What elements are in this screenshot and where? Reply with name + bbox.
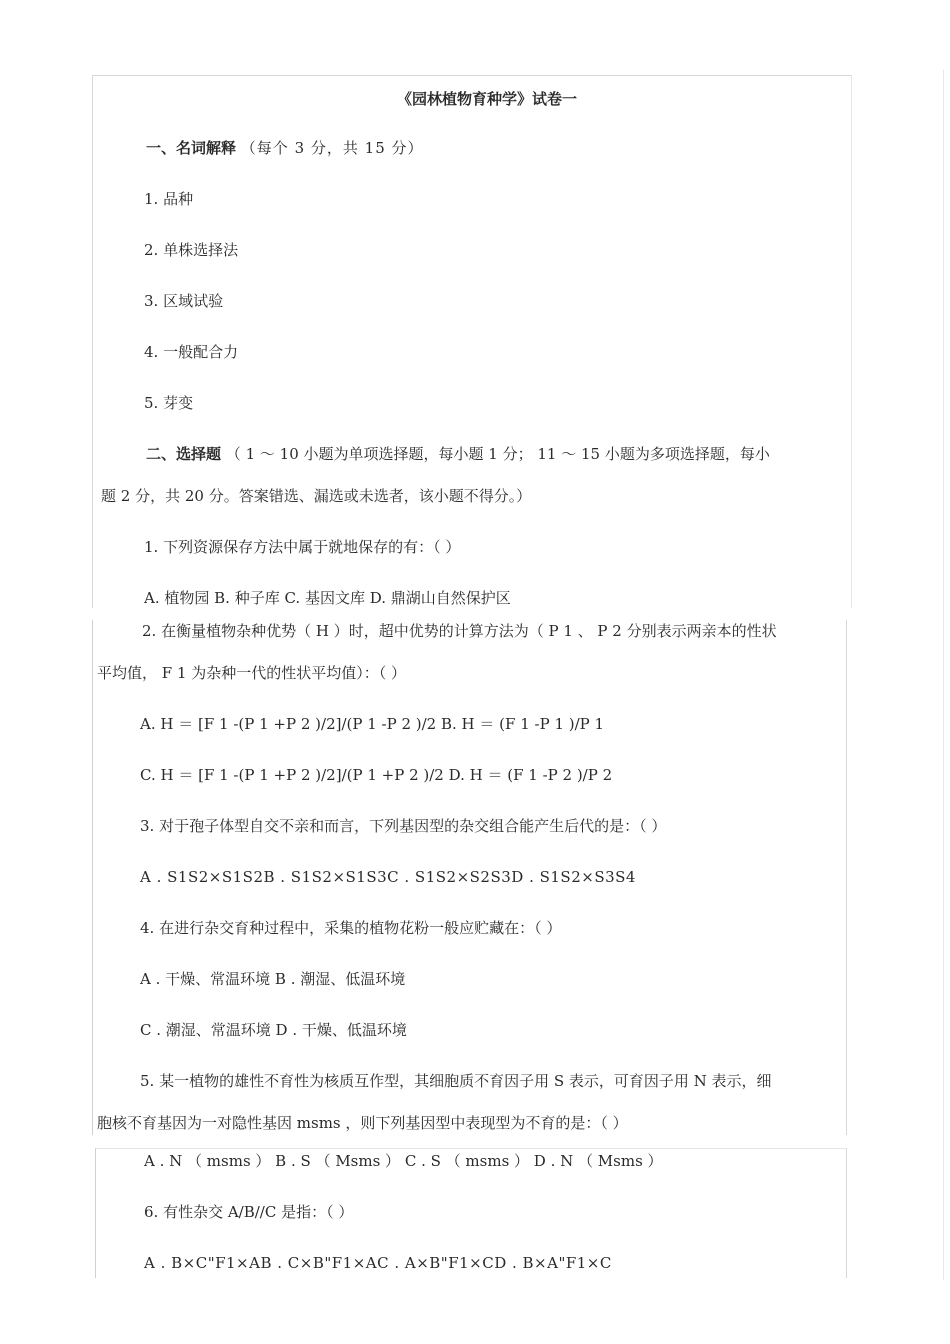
question-1-options: A. 植物园 B. 种子库 C. 基因文库 D. 鼎湖山自然保护区 [144,589,511,607]
section1-heading: 一、名词解释 [146,139,237,157]
question-4: 4. 在进行杂交育种过程中，采集的植物花粉一般应贮藏在：（ ） [140,919,562,937]
section2-note-cont: 题 2 分，共 20 分。答案错选、漏选或未选者，该小题不得分。） [101,487,532,505]
term-item: 1. 品种 [144,190,194,208]
section1-heading-line [146,138,424,158]
question-4-options-ab: A . 干燥、常温环境 B . 潮湿、低温环境 [140,970,406,988]
page-edge-line [943,70,944,1280]
section2-heading: 二、选择题 [146,445,222,463]
term-item: 2. 单株选择法 [144,241,239,259]
section2-note: （ 1 ～ 10 小题为单项选择题，每小题 1 分； 11 ～ 15 小题为多项选择题，每小 [225,445,770,463]
section2-heading-line [146,444,770,464]
question-6-options: A . B×C"F1×AB . C×B"F1×AC . A×B"F1×CD . B×A"F1×C [144,1254,612,1272]
question-2-cont: 平均值， F 1 为杂种一代的性状平均值）：（ ） [97,664,407,682]
question-5: 5. 某一植物的雄性不育性为核质互作型，其细胞质不育因子用 S 表示，可育因子用 N 表示，细 [140,1072,772,1090]
term-item: 3. 区域试验 [144,292,224,310]
page-title: 《园林植物育种学》试卷一 [397,90,578,108]
term-item: 4. 一般配合力 [144,343,239,361]
section1-note: （每个 3 分，共 15 分） [240,139,424,157]
question-5-cont: 胞核不育基因为一对隐性基因 msms ，则下列基因型中表现型为不育的是：（ ） [97,1114,628,1132]
question-4-options-cd: C . 潮湿、常温环境 D . 干燥、低温环境 [140,1021,407,1039]
term-item: 5. 芽变 [144,394,194,412]
question-6: 6. 有性杂交 A/B//C 是指：（ ） [144,1203,354,1221]
question-3-options: A . S1S2×S1S2B . S1S2×S1S3C . S1S2×S2S3D . S1S2×S3S4 [140,868,636,886]
question-1: 1. 下列资源保存方法中属于就地保存的有：（ ） [144,538,461,556]
question-2-options-ab: A. H ＝ [F 1 -(P 1 +P 2 )/2]/(P 1 -P 2 )/2 B. H ＝ (F 1 -P 1 )/P 1 [140,715,605,733]
question-2-options-cd: C. H ＝ [F 1 -(P 1 +P 2 )/2]/(P 1 +P 2 )/2 D. H ＝ (F 1 -P 2 )/P 2 [140,766,613,784]
question-5-options: A . N （ msms ） B . S （ Msms ） C . S （ msms ） D . N （ Msms ） [144,1152,663,1170]
question-3: 3. 对于孢子体型自交不亲和而言，下列基因型的杂交组合能产生后代的是：（ ） [140,817,667,835]
question-2: 2. 在衡量植物杂种优势（ H ）时，超中优势的计算方法为（ P 1 、 P 2 分别表示两亲本的性状 [142,622,777,640]
